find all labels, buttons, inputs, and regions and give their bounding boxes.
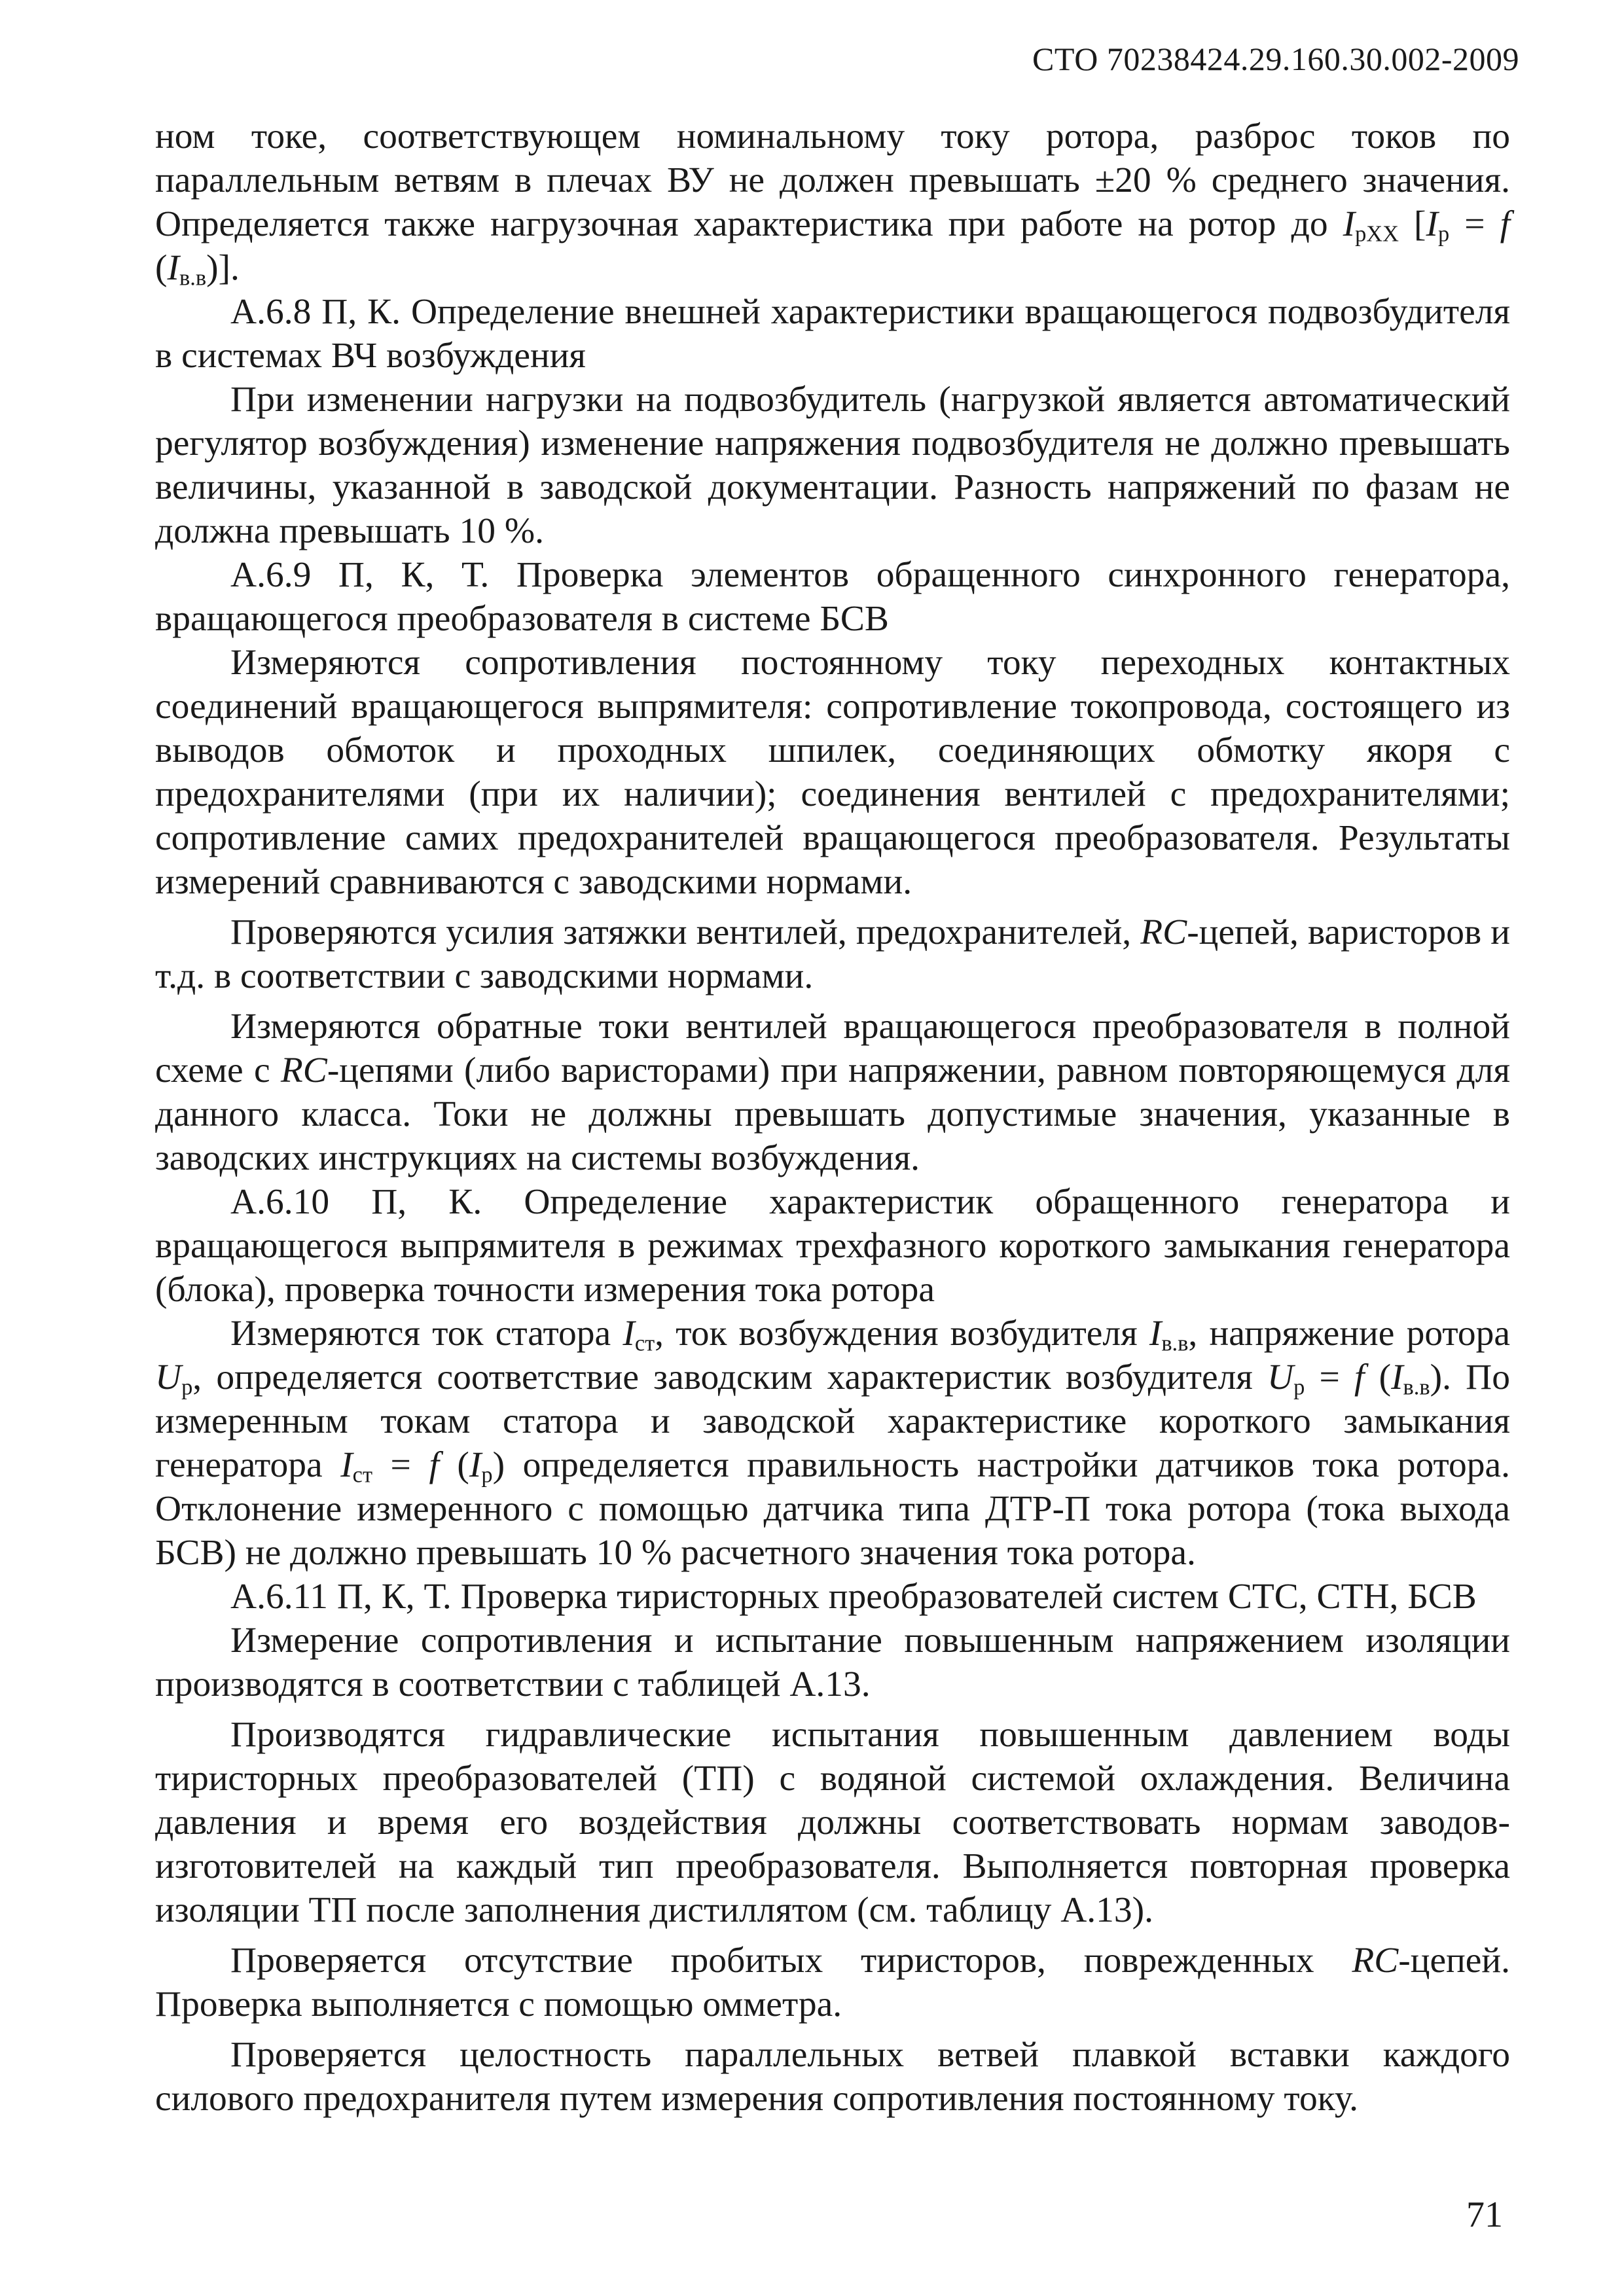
paragraph: Измеряются ток статора $I_{ст}$, ток возбуждения возбудителя $I_{в.в}$, напряжение ротора $U_р$, определяется соответствие заводским характеристик возбудителя $U_р = f$ $(I_{в.в})$. По измеренным токам статора и заводской характеристике короткого замыкания генератора $I_{ст} = f$ $(I_р)$ определяется правильность настройки датчиков тока ротора. Отклонение измеренного с помощью датчика типа ДТР-П тока ротора (тока выхода БСВ) не должно превышать 10 % расчетного значения тока ротора. bbox=[155, 1314, 1511, 1573]
section-heading-a-6-8: А.6.8 П, К. Определение внешней характеристики вращающегося подвозбудителя в системах ВЧ возбуждения bbox=[155, 292, 1510, 376]
body-text bbox=[155, 115, 1510, 2121]
section-heading-a-6-10: А.6.10 П, К. Определение характеристик обращенного генератора и вращающегося выпрямителя в режимах трехфазного короткого замыкания генератора (блока), проверка точности измерения тока ротора bbox=[155, 1182, 1510, 1310]
paragraph: Измеряются обратные токи вентилей вращающегося преобразователя в полной схеме с RC-цепями (либо варисторами) при напряжении, равном повторяющемуся для данного класса. Токи не должны превышать допустимые значения, указанные в заводских инструкциях на системы возбуждения. bbox=[155, 1007, 1510, 1178]
paragraph: Измерение сопротивления и испытание повышенным напряжением изоляции производятся в соответствии с таблицей А.13. bbox=[155, 1621, 1510, 1704]
paragraph: Проверяются усилия затяжки вентилей, предохранителей, RC-цепей, варисторов и т.д. в соответствии с заводскими нормами. bbox=[155, 912, 1510, 996]
section-heading-a-6-11: А.6.11 П, К, Т. Проверка тиристорных преобразователей систем СТС, СТН, БСВ bbox=[230, 1577, 1477, 1617]
paragraph: Проверяется целостность параллельных ветвей плавкой вставки каждого силового предохранителя путем измерения сопротивления постоянному току. bbox=[155, 2035, 1510, 2119]
paragraph: Проверяется отсутствие пробитых тиристоров, поврежденных RC-цепей. Проверка выполняется с помощью омметра. bbox=[155, 1941, 1510, 2024]
paragraph: Производятся гидравлические испытания повышенным давлением воды тиристорных преобразователей (ТП) с водяной системой охлаждения. Величина давления и время его воздействия должны соответствовать нормам заводов-изготовителей на каждый тип преобразователя. Выполняется повторная проверка изоляции ТП после заполнения дистиллятом (см. таблицу А.13). bbox=[155, 1715, 1510, 1930]
paragraph: При изменении нагрузки на подвозбудитель (нагрузкой является автоматический регулятор возбуждения) изменение напряжения подвозбудителя не должно превышать величины, указанной в заводской документации. Разность напряжений по фазам не должна превышать 10 %. bbox=[155, 380, 1510, 551]
paragraph-continuation: ном токе, соответствующем номинальному току ротора, разброс токов по параллельным ветвям в плечах ВУ не должен превышать ±20 % среднего значения. Определяется также нагрузочная характеристика при работе на ротор до $I_{рХХ}$ [$I_р = f$ $(I_{в.в})$]. bbox=[155, 117, 1510, 291]
page-number: 71 bbox=[1466, 2195, 1503, 2235]
paragraph: Измеряются сопротивления постоянному току переходных контактных соединений вращающегося выпрямителя: сопротивление токопровода, состоящего из выводов обмоток и проходных шпилек, соединяющих обмотку якоря с предохранителями (при их наличии); соединения вентилей с предохранителями; сопротивление самих предохранителей вращающегося преобразователя. Результаты измерений сравниваются с заводскими нормами. bbox=[155, 643, 1510, 902]
document-code-header: СТО 70238424.29.160.30.002-2009 bbox=[1032, 41, 1519, 77]
section-heading-a-6-9: А.6.9 П, К, Т. Проверка элементов обращенного синхронного генератора, вращающегося преобразователя в системе БСВ bbox=[155, 555, 1510, 639]
